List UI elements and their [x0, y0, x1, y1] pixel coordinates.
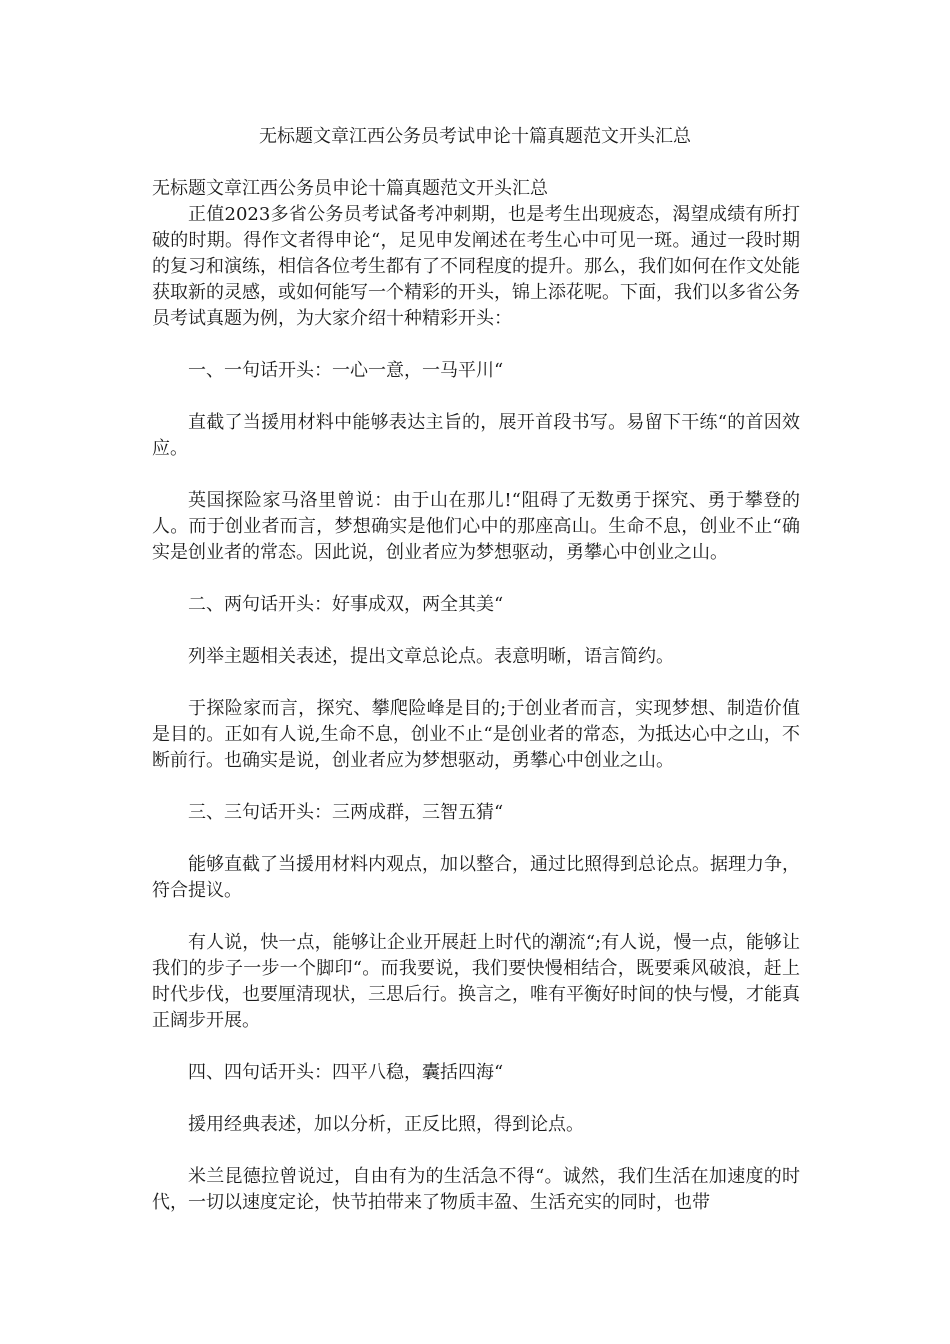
section-method: 直截了当援用材料中能够表达主旨的，展开首段书写。易留下干练“的首因效应。 [152, 412, 800, 459]
section-example: 有人说，快一点，能够让企业开展赶上时代的潮流“;有人说，慢一点，能够让我们的步子一步一个脚印“。而我要说，我们要快慢相结合，既要乘风破浪，赶上时代步伐，也要厘清现状，三思后行。换言之，唯有平衡好时间的快与慢，才能真正阔步开展。 [152, 932, 800, 1031]
section-example: 米兰昆德拉曾说过，自由有为的生活急不得“。诚然，我们生活在加速度的时代，一切以速度定论，快节拍带来了物质丰盈、生活充实的同时，也带 [152, 1166, 800, 1213]
section-example: 英国探险家马洛里曾说：由于山在那儿!“阻碍了无数勇于探究、勇于攀登的人。而于创业者而言，梦想确实是他们心中的那座高山。生命不息，创业不止“确实是创业者的常态。因此说，创业者应为梦想驱动，勇攀心中创业之山。 [152, 490, 800, 563]
section-method: 列举主题相关表述，提出文章总论点。表意明晰，语言简约。 [188, 646, 674, 667]
section-method: 援用经典表述，加以分析，正反比照，得到论点。 [188, 1114, 584, 1135]
section-heading: 一、一句话开头：一心一意，一马平川“ [188, 360, 504, 381]
section-method: 能够直截了当援用材料内观点，加以整合，通过比照得到总论点。据理力争，符合提议。 [152, 854, 800, 901]
section-heading: 二、两句话开头：好事成双，两全其美“ [188, 594, 504, 615]
section-example: 于探险家而言，探究、攀爬险峰是目的;于创业者而言，实现梦想、制造价值是目的。正如有人说,生命不息，创业不止“是创业者的常态，为抵达心中之山，不断前行。也确实是说，创业者应为梦想驱动，勇攀心中创业之山。 [152, 698, 800, 771]
document-subtitle: 无标题文章江西公务员申论十篇真题范文开头汇总 [152, 178, 548, 199]
document-body [152, 176, 800, 1216]
section-heading: 四、四句话开头：四平八稳，囊括四海“ [188, 1062, 504, 1083]
section-heading: 三、三句话开头：三两成群，三智五猜“ [188, 802, 504, 823]
document-title: 无标题文章江西公务员考试申论十篇真题范文开头汇总 [259, 126, 691, 147]
intro-paragraph: 正值2023多省公务员考试备考冲刺期，也是考生出现疲态，渴望成绩有所打破的时期。得作文者得申论“，足见申发阐述在考生心中可见一斑。通过一段时期的复习和演练，相信各位考生都有了不同程度的提升。那么，我们如何在作文处能获取新的灵感，或如何能写一个精彩的开头，锦上添花呢。下面，我们以多省公务员考试真题为例，为大家介绍十种精彩开头： [152, 204, 800, 329]
